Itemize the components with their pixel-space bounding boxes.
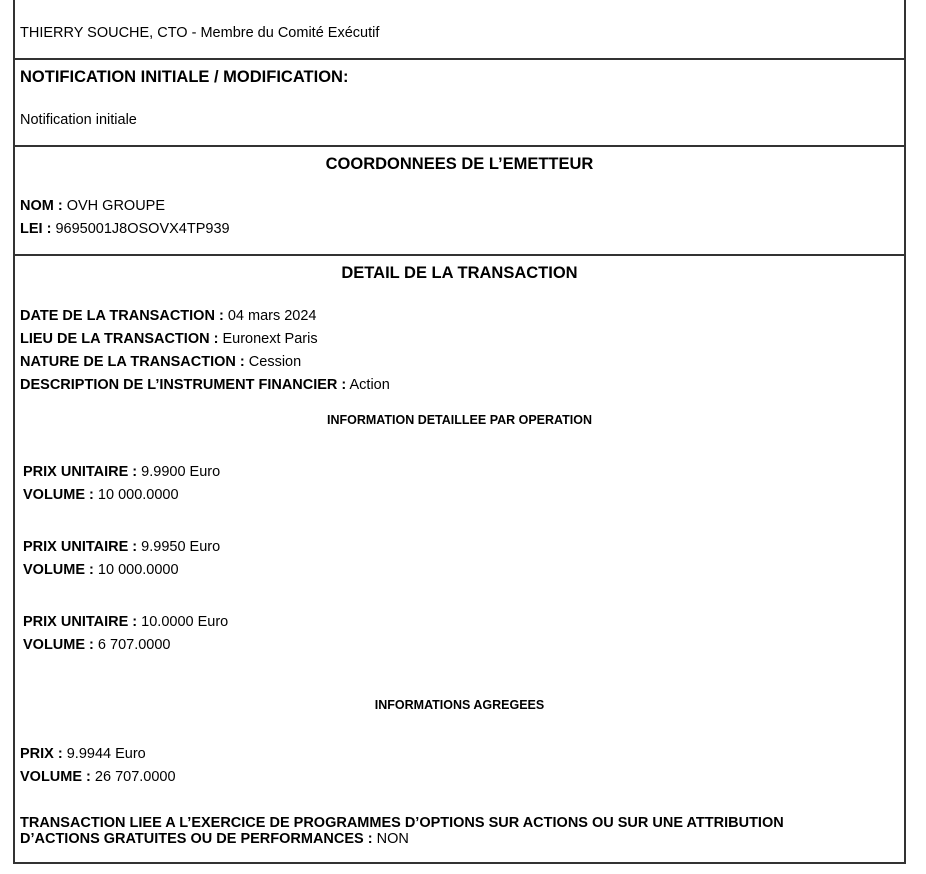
notification-heading: NOTIFICATION INITIALE / MODIFICATION: [20, 68, 349, 86]
section-divider [13, 254, 906, 256]
issuer-name-row [20, 198, 165, 215]
aggregate-volume-value: 26 707.0000 [94, 769, 176, 785]
operation-volume-row [23, 487, 179, 504]
section-divider [13, 58, 906, 60]
operation-volume-row [23, 562, 179, 579]
operation-price-row [23, 464, 220, 481]
section-divider [13, 145, 906, 147]
instrument-value: Action [349, 377, 390, 393]
operation-price-value: 10.0000 Euro [141, 614, 229, 630]
issuer-lei-label: LEI : [20, 221, 52, 237]
operation-volume-row [23, 637, 171, 654]
document-frame [13, 0, 906, 864]
transaction-place-row [20, 331, 318, 348]
transaction-date-label: DATE DE LA TRANSACTION : [20, 308, 224, 324]
detail-heading: INFORMATION DETAILLEE PAR OPERATION [326, 413, 593, 427]
aggregate-price-label: PRIX : [20, 746, 63, 762]
aggregate-volume-label: VOLUME : [20, 769, 91, 785]
instrument-row [20, 377, 390, 394]
operation-price-value: 9.9900 Euro [141, 464, 221, 480]
transaction-date-value: 04 mars 2024 [227, 308, 317, 324]
transaction-place-value: Euronext Paris [222, 331, 318, 347]
operation-price-row [23, 539, 220, 556]
operation-price-value: 9.9950 Euro [141, 539, 221, 555]
transaction-nature-label: NATURE DE LA TRANSACTION : [20, 354, 245, 370]
aggregate-price-row [20, 746, 146, 763]
operation-volume-label: VOLUME : [23, 487, 94, 503]
issuer-name-value: OVH GROUPE [66, 198, 166, 214]
aggregate-price-value: 9.9944 Euro [66, 746, 146, 762]
issuer-heading: COORDONNEES DE L’EMETTEUR [325, 155, 594, 173]
options-row [20, 815, 840, 847]
operation-volume-label: VOLUME : [23, 562, 94, 578]
transaction-nature-value: Cession [248, 354, 302, 370]
aggregate-heading: INFORMATIONS AGREGEES [374, 698, 545, 712]
operation-price-label: PRIX UNITAIRE : [23, 539, 138, 555]
issuer-lei-row [20, 221, 230, 238]
issuer-name-label: NOM : [20, 198, 63, 214]
operation-price-label: PRIX UNITAIRE : [23, 464, 138, 480]
signatory-text: THIERRY SOUCHE, CTO - Membre du Comité Exécutif [20, 25, 380, 41]
operation-volume-label: VOLUME : [23, 637, 94, 653]
operation-price-row [23, 614, 228, 631]
operation-price-label: PRIX UNITAIRE : [23, 614, 138, 630]
transaction-date-row [20, 308, 317, 325]
instrument-label: DESCRIPTION DE L’INSTRUMENT FINANCIER : [20, 377, 347, 393]
operation-volume-value: 10 000.0000 [97, 562, 179, 578]
operation-volume-value: 6 707.0000 [97, 637, 171, 653]
notification-value: Notification initiale [20, 112, 137, 128]
operation-volume-value: 10 000.0000 [97, 487, 179, 503]
transaction-heading: DETAIL DE LA TRANSACTION [341, 264, 578, 282]
transaction-place-label: LIEU DE LA TRANSACTION : [20, 331, 219, 347]
options-label: TRANSACTION LIEE A L’EXERCICE DE PROGRAMMES D’OPTIONS SUR ACTIONS OU SUR UNE ATTRIBUTION D’ACTIONS GRATUITES OU DE PERFORMANCES : [20, 815, 784, 847]
issuer-lei-value: 9695001J8OSOVX4TP939 [55, 221, 230, 237]
aggregate-volume-row [20, 769, 176, 786]
transaction-nature-row [20, 354, 301, 371]
options-value: NON [376, 831, 409, 847]
